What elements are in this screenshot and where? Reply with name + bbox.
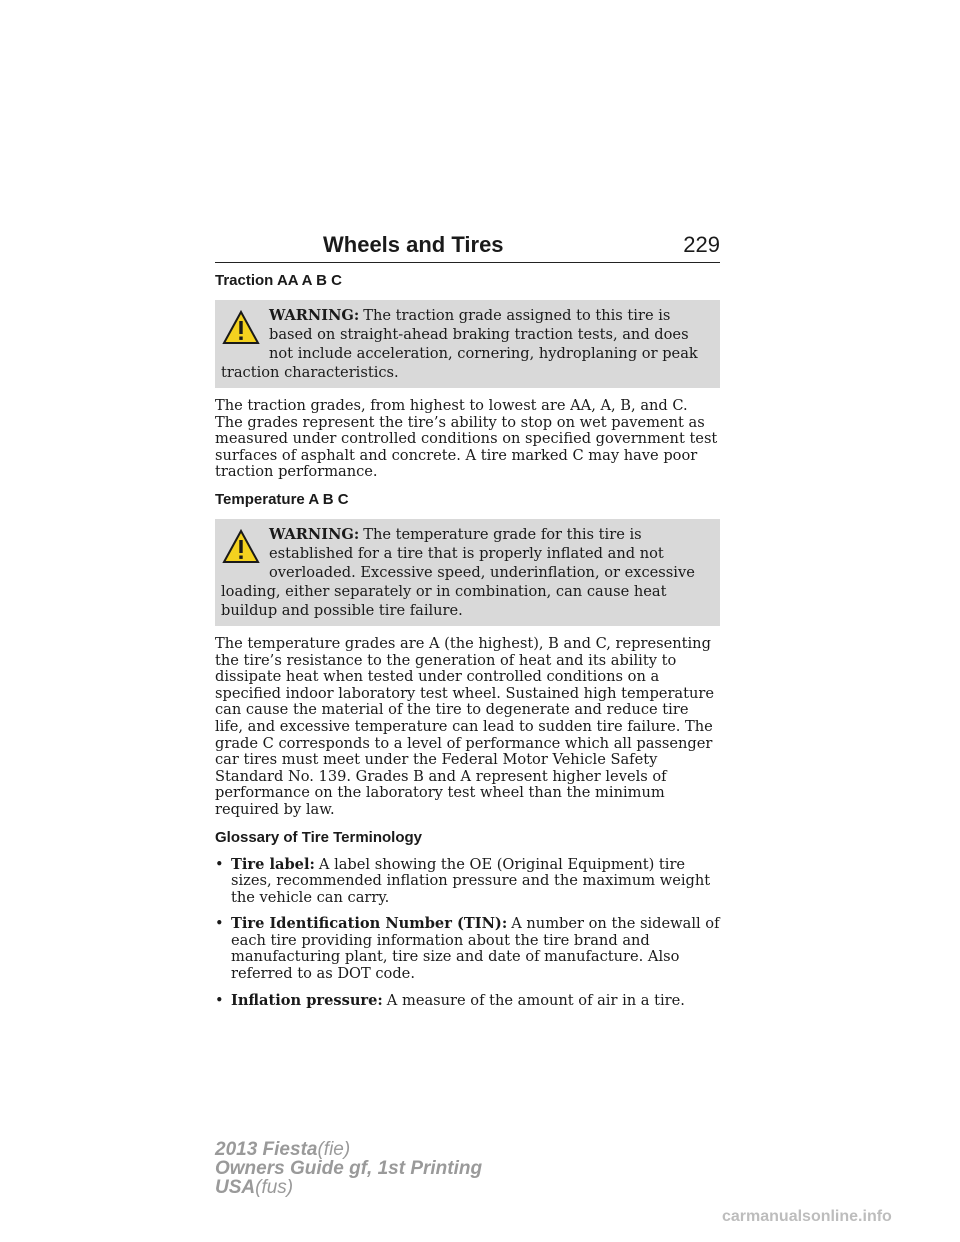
glossary-definition: A label showing the OE (Original Equipment) tire sizes, recommended inflation pressure and the maximum weight the vehicle can carry. [231, 855, 711, 906]
warning-triangle-icon [221, 527, 261, 567]
glossary-definition: A measure of the amount of air in a tire. [386, 991, 685, 1009]
glossary-item [215, 857, 720, 907]
glossary-item [215, 916, 720, 982]
warning-text: The traction grade assigned to this tire is based on straight-ahead braking traction tests, and does not include acceleration, cornering, hydroplaning or peak traction characteristics. [221, 307, 698, 381]
page-header [215, 226, 720, 263]
bullet: • [215, 915, 224, 933]
page-title: Wheels and Tires [323, 232, 504, 257]
glossary-term: Tire Identification Number (TIN): [231, 915, 508, 933]
footer-market-code: (fus) [255, 1177, 294, 1198]
bullet: • [215, 855, 224, 873]
glossary-item [215, 993, 720, 1010]
footer-guide: Owners Guide gf, 1st Printing [215, 1158, 483, 1179]
warning-label: WARNING: [269, 307, 360, 324]
warning-label: WARNING: [269, 525, 360, 543]
glossary-term: Tire label: [231, 855, 315, 873]
glossary-heading: Glossary of Tire Terminology [215, 828, 422, 846]
temperature-body: The temperature grades are A (the highest), B and C, representing the tire’s resistance to the generation of heat and its ability to dissipate heat when tested under controlled conditions on a specified indoor laboratory test wheel. Sustained high temperature can cause the material of the tire to degenerate and reduce tire life, and excessive temperature can lead to sudden tire failure. The grade C corresponds to a level of performance which all passenger car tires must meet under the Federal Motor Vehicle Safety Standard No. 139. Grades B and A represent higher levels of performance on the laboratory test wheel than the minimum required by law. [215, 634, 714, 818]
glossary-term: Inflation pressure: [231, 991, 383, 1009]
watermark: carmanualsonline.info [722, 1208, 892, 1225]
temperature-warning-box [215, 519, 720, 626]
traction-warning-box [215, 300, 720, 388]
footer-market: USA [215, 1177, 256, 1198]
bullet: • [215, 991, 224, 1009]
traction-body: The traction grades, from highest to lowest are AA, A, B, and C. The grades represent the tire’s ability to stop on wet pavement as measured under controlled conditions on specified government test surfaces of asphalt and concrete. A tire marked C may have poor traction performance. [215, 397, 718, 481]
page-number: 229 [683, 232, 720, 257]
warning-triangle-icon [221, 308, 261, 348]
glossary-list [215, 857, 720, 1010]
traction-heading: Traction AA A B C [215, 272, 342, 289]
glossary-definition: A number on the sidewall of each tire providing information about the tire brand and manufacturing plant, tire size and date of manufacture. Also referred to as DOT code. [231, 915, 720, 983]
footer-model: 2013 Fiesta [215, 1139, 318, 1160]
warning-text: The temperature grade for this tire is established for a tire that is properly inflated and not overloaded. Excessive speed, underinflation, or excessive loading, either separately or in combination, can cause heat buildup and possible tire failure. [221, 525, 695, 619]
footer-model-code: (fie) [317, 1139, 351, 1160]
temperature-heading: Temperature A B C [215, 490, 349, 508]
page-content [215, 272, 720, 1019]
document-footer [215, 1140, 482, 1197]
